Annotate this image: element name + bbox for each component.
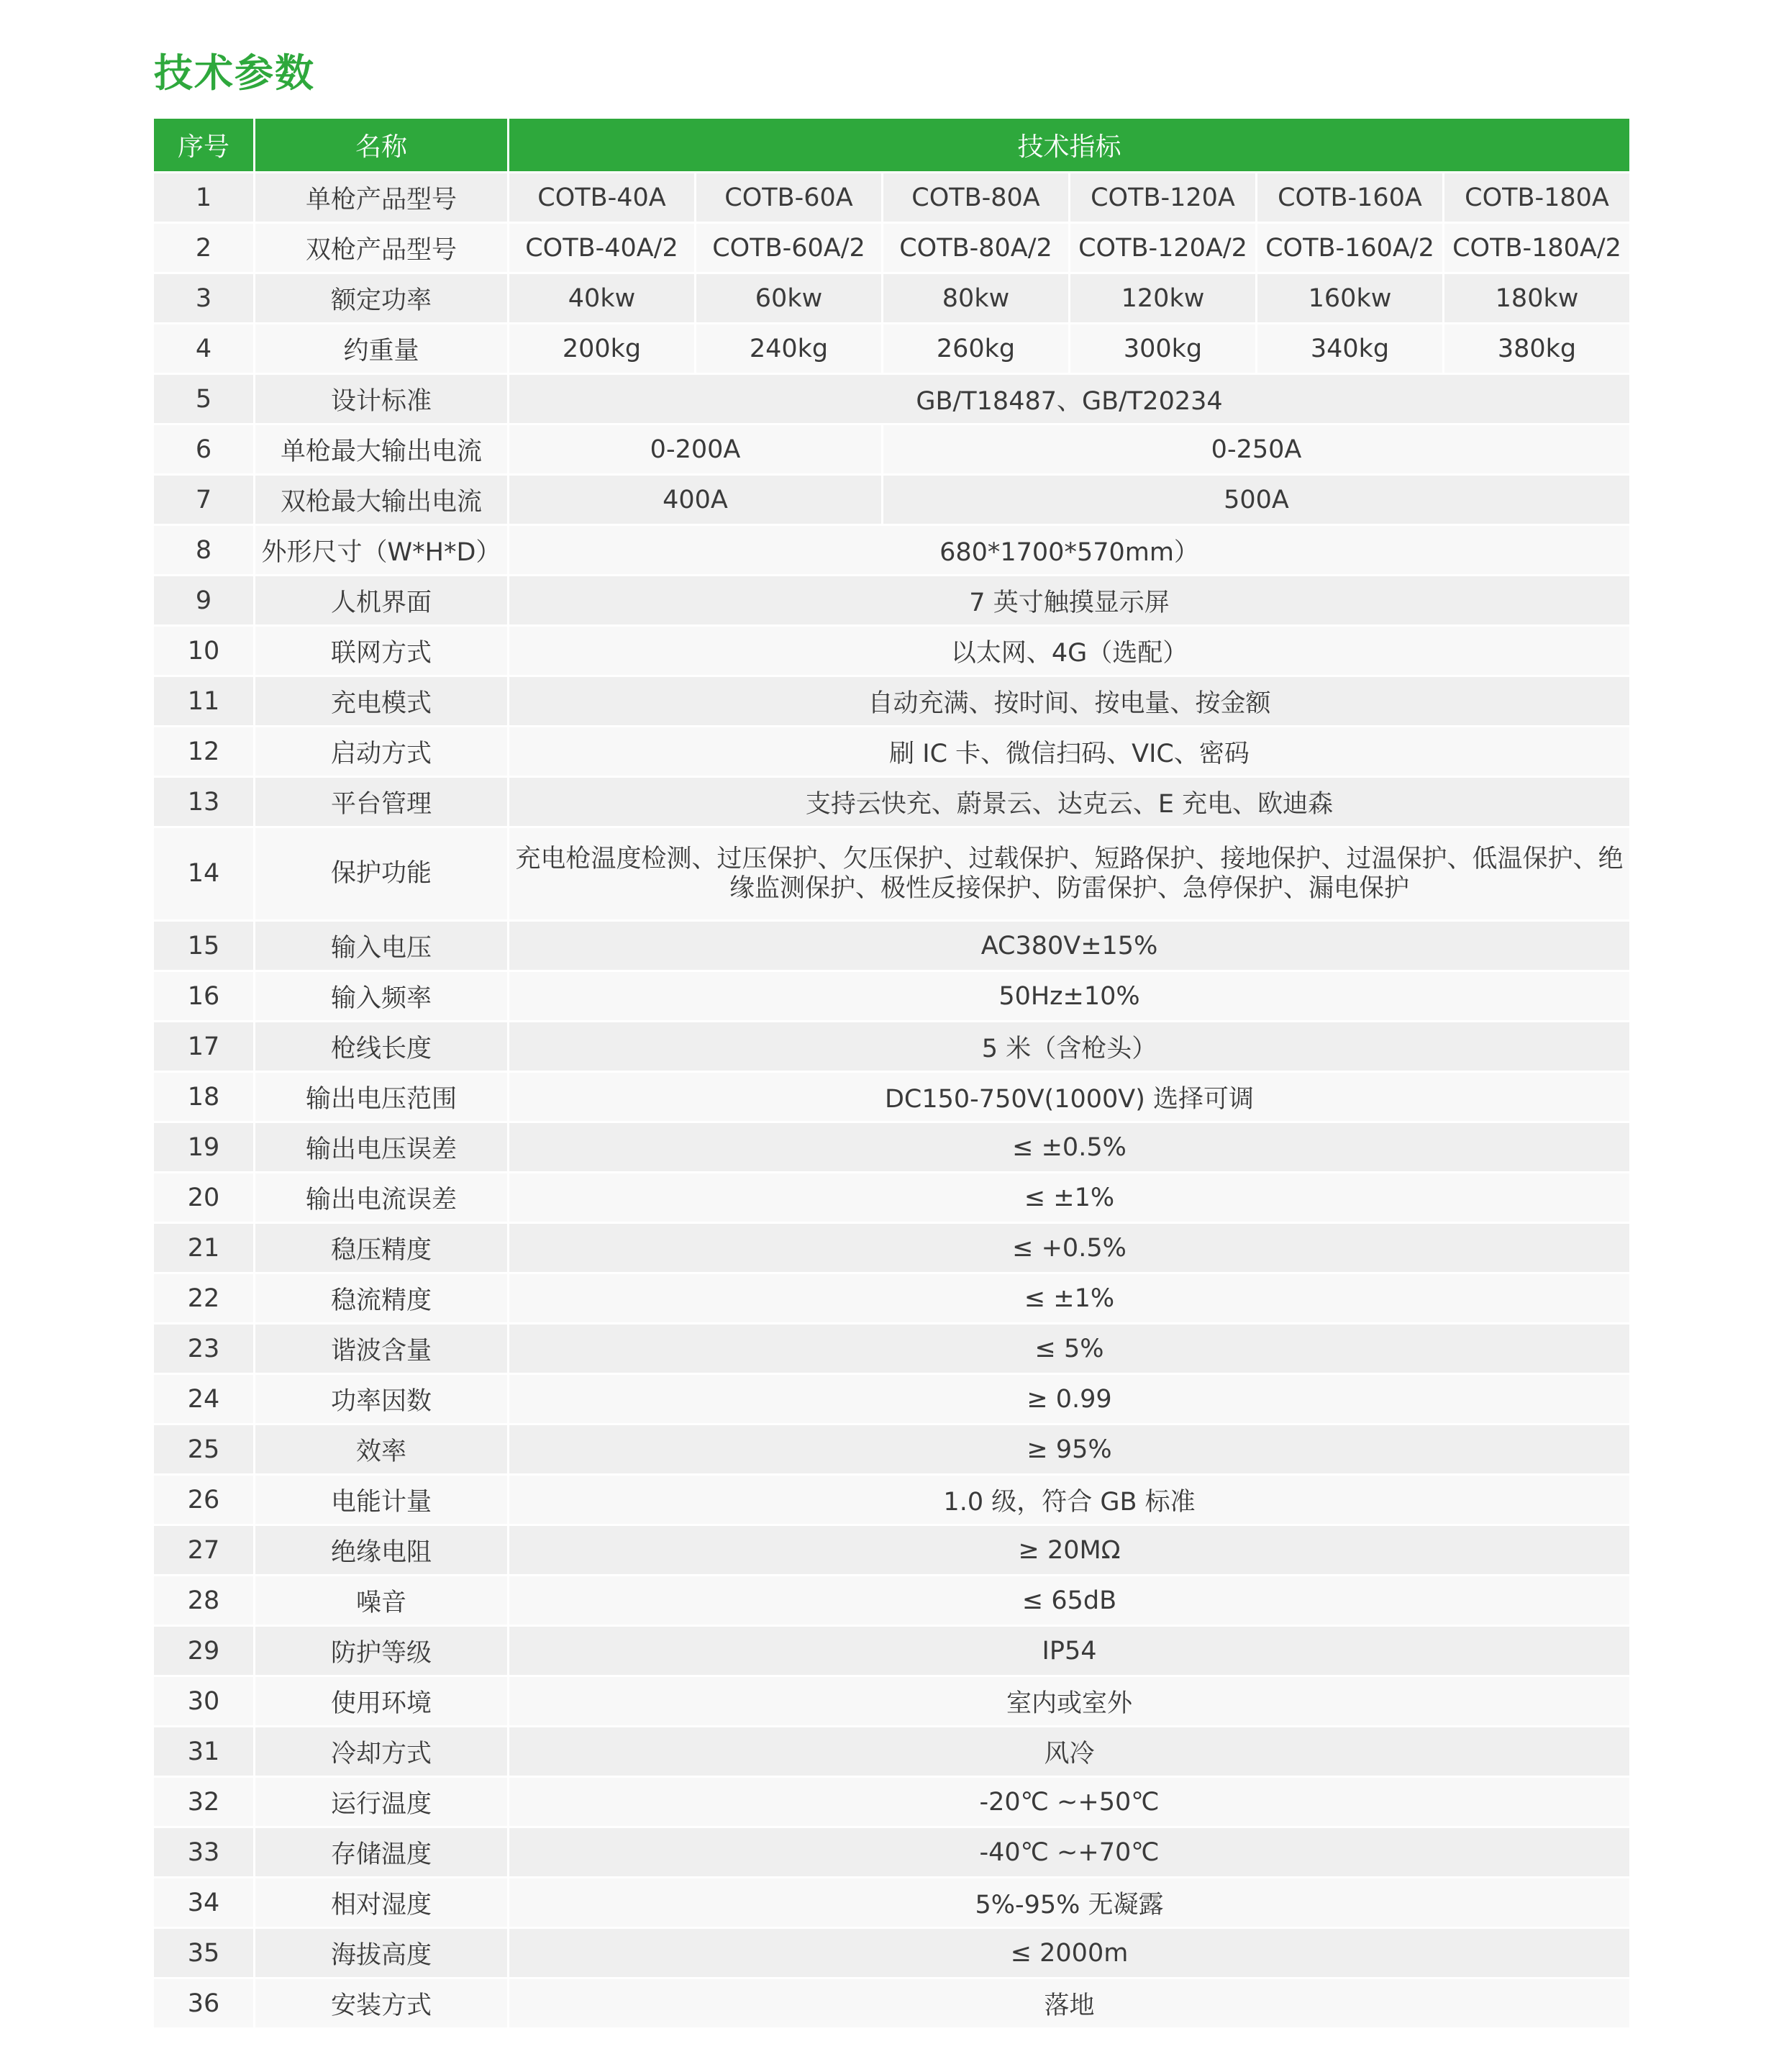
row-value: 落地 (509, 1979, 1629, 2027)
row-value: ≤ 2000m (509, 1929, 1629, 1977)
row-name: 枪线长度 (255, 1022, 507, 1071)
row-value: ≤ 5% (509, 1324, 1629, 1373)
row-seq: 21 (154, 1224, 253, 1272)
table-row (154, 1224, 1629, 1272)
table-body (154, 173, 1629, 2027)
row-name: 运行温度 (255, 1778, 507, 1826)
header-spec: 技术指标 (509, 119, 1629, 171)
row-name: 冷却方式 (255, 1727, 507, 1776)
row-seq: 23 (154, 1324, 253, 1373)
current-cell-b: 500A (883, 476, 1629, 524)
row-seq: 13 (154, 778, 253, 826)
row-name: 效率 (255, 1425, 507, 1473)
row-seq: 28 (154, 1576, 253, 1625)
table-row (154, 324, 1629, 373)
row-seq: 25 (154, 1425, 253, 1473)
table-row (154, 1878, 1629, 1927)
table-row (154, 1324, 1629, 1373)
row-seq: 32 (154, 1778, 253, 1826)
model-cell: 160kw (1257, 274, 1442, 322)
header-seq: 序号 (154, 119, 253, 171)
table-row (154, 1627, 1629, 1675)
row-name: 平台管理 (255, 778, 507, 826)
row-value: 风冷 (509, 1727, 1629, 1776)
row-value: ≤ +0.5% (509, 1224, 1629, 1272)
row-name: 存储温度 (255, 1828, 507, 1876)
row-value: GB/T18487、GB/T20234 (509, 375, 1629, 423)
table-row (154, 1778, 1629, 1826)
model-cell: COTB-80A/2 (883, 224, 1068, 272)
table-row (154, 1073, 1629, 1121)
row-seq: 17 (154, 1022, 253, 1071)
model-cell: 200kg (509, 324, 694, 373)
row-seq: 27 (154, 1526, 253, 1574)
table-row (154, 1828, 1629, 1876)
model-cell: 300kg (1070, 324, 1255, 373)
row-seq: 20 (154, 1173, 253, 1222)
row-name: 使用环境 (255, 1677, 507, 1725)
row-name: 启动方式 (255, 727, 507, 776)
model-cell: 120kw (1070, 274, 1255, 322)
table-row (154, 627, 1629, 675)
model-cell: 240kg (696, 324, 881, 373)
row-value: 充电枪温度检测、过压保护、欠压保护、过载保护、短路保护、接地保护、过温保护、低温保护、绝缘监测保护、极性反接保护、防雷保护、急停保护、漏电保护 (509, 828, 1629, 919)
row-name: 保护功能 (255, 828, 507, 919)
model-cell: COTB-40A (509, 173, 694, 222)
row-seq: 36 (154, 1979, 253, 2027)
model-cell: 60kw (696, 274, 881, 322)
row-name: 防护等级 (255, 1627, 507, 1675)
row-name: 双枪最大输出电流 (255, 476, 507, 524)
model-cell: COTB-160A (1257, 173, 1442, 222)
table-row (154, 1677, 1629, 1725)
row-seq: 22 (154, 1274, 253, 1322)
row-value: 5 米（含枪头） (509, 1022, 1629, 1071)
row-seq: 34 (154, 1878, 253, 1927)
table-row (154, 425, 1629, 473)
table-row (154, 727, 1629, 776)
table-row (154, 375, 1629, 423)
row-value: 680*1700*570mm） (509, 526, 1629, 574)
row-seq: 2 (154, 224, 253, 272)
row-seq: 11 (154, 677, 253, 725)
row-seq: 35 (154, 1929, 253, 1977)
row-name: 输出电压误差 (255, 1123, 507, 1171)
row-value: -20℃ ~+50℃ (509, 1778, 1629, 1826)
row-seq: 15 (154, 922, 253, 970)
row-seq: 7 (154, 476, 253, 524)
table-row (154, 173, 1629, 222)
row-value: 1.0 级，符合 GB 标准 (509, 1476, 1629, 1524)
model-cell: 80kw (883, 274, 1068, 322)
row-name: 单枪产品型号 (255, 173, 507, 222)
row-value: IP54 (509, 1627, 1629, 1675)
row-name: 安装方式 (255, 1979, 507, 2027)
table-row (154, 677, 1629, 725)
row-name: 人机界面 (255, 576, 507, 624)
row-name: 输出电流误差 (255, 1173, 507, 1222)
row-seq: 30 (154, 1677, 253, 1725)
table-row (154, 1576, 1629, 1625)
table-row (154, 1526, 1629, 1574)
table-row (154, 224, 1629, 272)
table-row (154, 922, 1629, 970)
row-seq: 16 (154, 972, 253, 1020)
table-row (154, 1274, 1629, 1322)
row-name: 设计标准 (255, 375, 507, 423)
row-name: 联网方式 (255, 627, 507, 675)
row-seq: 10 (154, 627, 253, 675)
current-cell-a: 400A (509, 476, 881, 524)
row-seq: 6 (154, 425, 253, 473)
row-seq: 12 (154, 727, 253, 776)
row-value: 刷 IC 卡、微信扫码、VIC、密码 (509, 727, 1629, 776)
model-cell: COTB-60A/2 (696, 224, 881, 272)
row-name: 双枪产品型号 (255, 224, 507, 272)
spec-table (152, 117, 1631, 2030)
row-seq: 31 (154, 1727, 253, 1776)
current-cell-b: 0-250A (883, 425, 1629, 473)
table-row (154, 1173, 1629, 1222)
model-cell: COTB-60A (696, 173, 881, 222)
model-cell: COTB-160A/2 (1257, 224, 1442, 272)
row-value: 支持云快充、蔚景云、达克云、E 充电、欧迪森 (509, 778, 1629, 826)
header-name: 名称 (255, 119, 507, 171)
row-seq: 24 (154, 1375, 253, 1423)
model-cell: 340kg (1257, 324, 1442, 373)
model-cell: COTB-40A/2 (509, 224, 694, 272)
current-cell-a: 0-200A (509, 425, 881, 473)
row-value: 50Hz±10% (509, 972, 1629, 1020)
model-cell: 260kg (883, 324, 1068, 373)
table-row (154, 972, 1629, 1020)
row-value: 5%-95% 无凝露 (509, 1878, 1629, 1927)
row-seq: 4 (154, 324, 253, 373)
table-row (154, 476, 1629, 524)
row-value: ≥ 0.99 (509, 1375, 1629, 1423)
row-value: 7 英寸触摸显示屏 (509, 576, 1629, 624)
row-name: 额定功率 (255, 274, 507, 322)
row-name: 单枪最大输出电流 (255, 425, 507, 473)
row-value: ≤ ±1% (509, 1274, 1629, 1322)
model-cell: 180kw (1444, 274, 1629, 322)
model-cell: COTB-120A (1070, 173, 1255, 222)
row-name: 稳流精度 (255, 1274, 507, 1322)
row-value: 以太网、4G（选配） (509, 627, 1629, 675)
row-value: ≥ 20MΩ (509, 1526, 1629, 1574)
row-name: 输入频率 (255, 972, 507, 1020)
row-name: 谐波含量 (255, 1324, 507, 1373)
row-value: -40℃ ~+70℃ (509, 1828, 1629, 1876)
row-seq: 33 (154, 1828, 253, 1876)
row-seq: 5 (154, 375, 253, 423)
row-value: 室内或室外 (509, 1677, 1629, 1725)
model-cell: COTB-120A/2 (1070, 224, 1255, 272)
row-name: 功率因数 (255, 1375, 507, 1423)
model-cell: 40kw (509, 274, 694, 322)
row-value: ≥ 95% (509, 1425, 1629, 1473)
row-name: 输出电压范围 (255, 1073, 507, 1121)
row-name: 海拔高度 (255, 1929, 507, 1977)
table-row (154, 576, 1629, 624)
row-value: ≤ 65dB (509, 1576, 1629, 1625)
row-seq: 3 (154, 274, 253, 322)
model-cell: COTB-180A/2 (1444, 224, 1629, 272)
row-seq: 14 (154, 828, 253, 919)
table-row (154, 1929, 1629, 1977)
row-value: 自动充满、按时间、按电量、按金额 (509, 677, 1629, 725)
row-name: 充电模式 (255, 677, 507, 725)
row-name: 绝缘电阻 (255, 1526, 507, 1574)
table-row (154, 1425, 1629, 1473)
model-cell: COTB-180A (1444, 173, 1629, 222)
table-row (154, 1979, 1629, 2027)
table-row (154, 1476, 1629, 1524)
row-seq: 29 (154, 1627, 253, 1675)
row-name: 约重量 (255, 324, 507, 373)
table-row (154, 1727, 1629, 1776)
row-name: 外形尺寸（W*H*D） (255, 526, 507, 574)
row-name: 相对湿度 (255, 1878, 507, 1927)
model-cell: 380kg (1444, 324, 1629, 373)
page-title: 技术参数 (154, 50, 315, 96)
table-row (154, 828, 1629, 919)
table-row (154, 1375, 1629, 1423)
row-seq: 8 (154, 526, 253, 574)
row-name: 输入电压 (255, 922, 507, 970)
table-row (154, 526, 1629, 574)
table-row (154, 274, 1629, 322)
row-seq: 18 (154, 1073, 253, 1121)
row-seq: 19 (154, 1123, 253, 1171)
row-seq: 26 (154, 1476, 253, 1524)
row-name: 噪音 (255, 1576, 507, 1625)
table-row (154, 1123, 1629, 1171)
row-value: ≤ ±0.5% (509, 1123, 1629, 1171)
row-seq: 9 (154, 576, 253, 624)
row-name: 电能计量 (255, 1476, 507, 1524)
row-seq: 1 (154, 173, 253, 222)
table-row (154, 778, 1629, 826)
row-value: DC150-750V(1000V) 选择可调 (509, 1073, 1629, 1121)
model-cell: COTB-80A (883, 173, 1068, 222)
table-header-row (154, 119, 1629, 171)
table-row (154, 1022, 1629, 1071)
row-value: ≤ ±1% (509, 1173, 1629, 1222)
row-name: 稳压精度 (255, 1224, 507, 1272)
row-value: AC380V±15% (509, 922, 1629, 970)
